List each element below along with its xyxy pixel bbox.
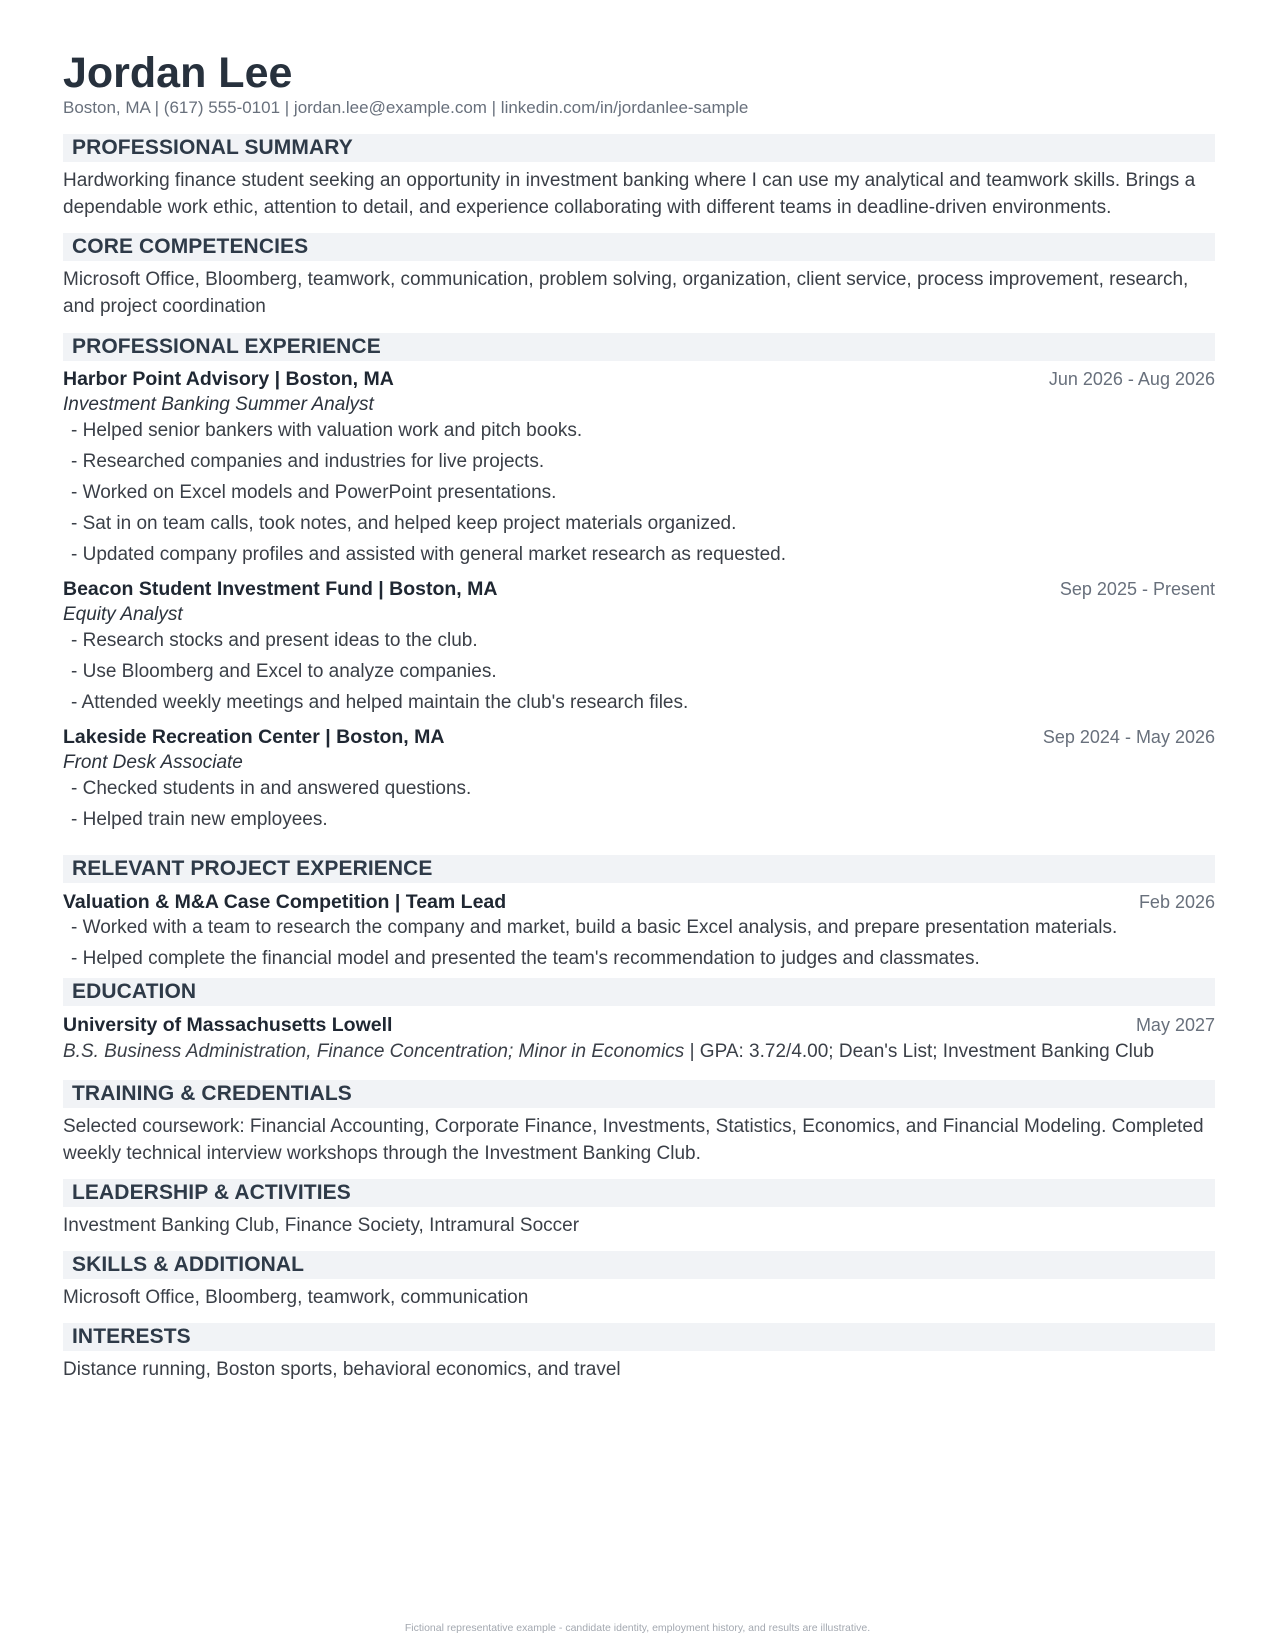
- bullet-item: - Researched companies and industries for live projects.: [71, 451, 545, 472]
- training-text: Selected coursework: Financial Accounting, Corporate Finance, Investments, Statistics, Economics, and Financial Modeling. Completed weekly technical interview workshops through the Investment Banking Club.: [63, 1116, 1204, 1164]
- summary-section: [63, 134, 1215, 221]
- bullet-item: - Checked students in and answered questions.: [71, 778, 472, 799]
- entry-bullets: [63, 418, 1215, 568]
- entry-date: Feb 2026: [1138, 892, 1215, 912]
- entry-date: Sep 2024 - May 2026: [1042, 727, 1215, 747]
- leadership-heading: LEADERSHIP & ACTIVITIES: [63, 1179, 1215, 1207]
- projects-section: [63, 855, 1215, 972]
- bullet-item: - Attended weekly meetings and helped maintain the club's research files.: [71, 692, 689, 713]
- skills-section: [63, 1251, 1215, 1311]
- entry-bullets: [63, 776, 1215, 833]
- skills-text: Microsoft Office, Bloomberg, teamwork, communication: [63, 1287, 529, 1308]
- education-heading: EDUCATION: [63, 978, 1215, 1006]
- entry-date: Sep 2025 - Present: [1059, 579, 1215, 599]
- entry-role: Front Desk Associate: [63, 752, 243, 773]
- entry-bullets: [63, 915, 1215, 972]
- project-entry: [63, 889, 1215, 972]
- entry-organization: Harbor Point Advisory | Boston, MA: [63, 368, 394, 390]
- disclaimer-footer: Fictional representative example - candidate identity, employment history, and results are illustrative.: [404, 1622, 871, 1634]
- entry-organization: Valuation & M&A Case Competition | Team Lead: [63, 891, 507, 913]
- graduation-date: May 2027: [1135, 1015, 1215, 1035]
- degree-line: [63, 1038, 1215, 1065]
- training-heading: TRAINING & CREDENTIALS: [63, 1080, 1215, 1108]
- summary-heading: PROFESSIONAL SUMMARY: [63, 134, 1215, 162]
- experience-entry: [63, 366, 1215, 568]
- interests-heading: INTERESTS: [63, 1323, 1215, 1351]
- interests-text: Distance running, Boston sports, behavioral economics, and travel: [63, 1359, 621, 1380]
- experience-entry: [63, 576, 1215, 716]
- summary-text: Hardworking finance student seeking an opportunity in investment banking where I can use my analytical and teamwork skills. Brings a dependable work ethic, attention to detail, and experience collaborating with different teams in deadline-driven environments.: [63, 170, 1196, 218]
- competencies-text: Microsoft Office, Bloomberg, teamwork, communication, problem solving, organization, client service, process improvement, research, and project coordination: [63, 269, 1189, 317]
- bullet-item: - Helped train new employees.: [71, 809, 328, 830]
- skills-heading: SKILLS & ADDITIONAL: [63, 1251, 1215, 1279]
- bullet-item: - Helped senior bankers with valuation work and pitch books.: [71, 420, 583, 441]
- experience-section: [63, 333, 1215, 833]
- degree-details: | GPA: 3.72/4.00; Dean's List; Investment Banking Club: [684, 1041, 1155, 1062]
- bullet-item: - Sat in on team calls, took notes, and helped keep project materials organized.: [71, 513, 737, 534]
- degree-text: B.S. Business Administration, Finance Concentration; Minor in Economics: [63, 1041, 685, 1062]
- bullet-item: - Worked with a team to research the company and market, build a basic Excel analysis, and prepare presentation materials.: [71, 917, 1118, 938]
- entry-role: Equity Analyst: [63, 604, 183, 625]
- education-section: [63, 978, 1215, 1065]
- competencies-section: [63, 233, 1215, 320]
- bullet-item: - Worked on Excel models and PowerPoint presentations.: [71, 482, 557, 503]
- candidate-name: Jordan Lee: [63, 49, 293, 97]
- leadership-section: [63, 1179, 1215, 1239]
- entry-bullets: [63, 628, 1215, 716]
- competencies-heading: CORE COMPETENCIES: [63, 233, 1215, 261]
- experience-entry: [63, 724, 1215, 833]
- training-section: [63, 1080, 1215, 1167]
- bullet-item: - Research stocks and present ideas to the club.: [71, 630, 478, 651]
- resume-header: [63, 48, 1215, 118]
- interests-section: [63, 1323, 1215, 1383]
- contact-line: Boston, MA | (617) 555-0101 | jordan.lee@example.com | linkedin.com/in/jordanlee-sample: [63, 98, 749, 117]
- leadership-text: Investment Banking Club, Finance Society, Intramural Soccer: [63, 1215, 580, 1236]
- school-name: University of Massachusetts Lowell: [63, 1014, 393, 1036]
- experience-heading: PROFESSIONAL EXPERIENCE: [63, 333, 1215, 361]
- entry-organization: Beacon Student Investment Fund | Boston, MA: [63, 578, 498, 600]
- resume-page: [63, 48, 1215, 1383]
- entry-role: Investment Banking Summer Analyst: [63, 394, 374, 415]
- bullet-item: - Helped complete the financial model and presented the team's recommendation to judges and classmates.: [71, 948, 980, 969]
- bullet-item: - Use Bloomberg and Excel to analyze companies.: [71, 661, 497, 682]
- bullet-item: - Updated company profiles and assisted with general market research as requested.: [71, 544, 786, 565]
- entry-organization: Lakeside Recreation Center | Boston, MA: [63, 726, 445, 748]
- projects-heading: RELEVANT PROJECT EXPERIENCE: [63, 855, 1215, 883]
- entry-date: Jun 2026 - Aug 2026: [1048, 369, 1215, 389]
